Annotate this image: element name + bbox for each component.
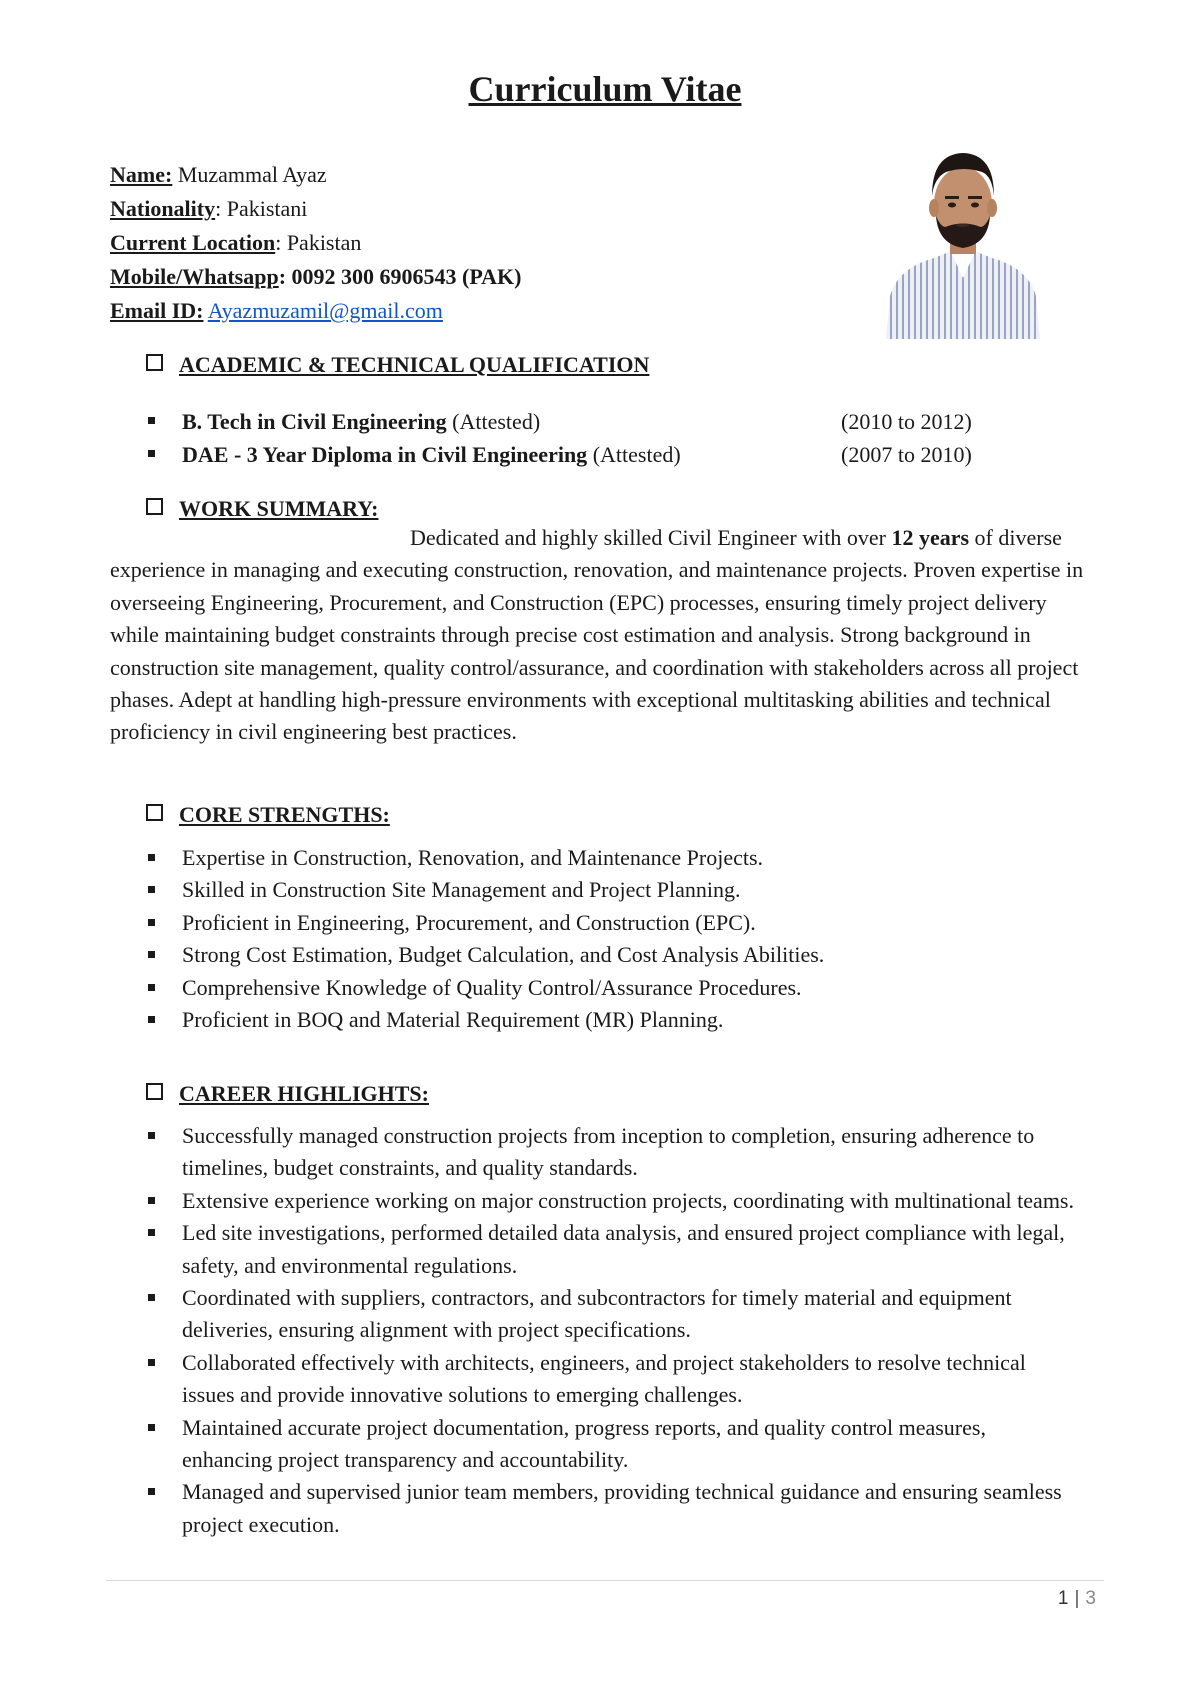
list-item <box>146 842 1086 874</box>
list-item <box>146 939 1086 971</box>
highlight-text: Coordinated with suppliers, contractors, and subcontractors for timely material and equipment deliveries, ensuring alignment with project specifications. <box>182 1285 1012 1343</box>
qualification-degree: B. Tech in Civil Engineering <box>182 409 447 434</box>
strength-text: Proficient in BOQ and Material Requirement (MR) Planning. <box>182 1007 724 1033</box>
highlight-text: Successfully managed construction projects from inception to completion, ensuring adherence to timelines, budget constraints, and quality standards. <box>182 1123 1035 1181</box>
nationality-label: Nationality <box>110 196 216 221</box>
checkbox-bullet-icon <box>146 1083 163 1100</box>
highlight-text: Led site investigations, performed detailed data analysis, and ensured project compliance with legal, safety, and environmental regulations. <box>182 1220 1065 1278</box>
total-pages: 3 <box>1085 1588 1096 1609</box>
mobile-row <box>110 260 522 294</box>
square-bullet-icon <box>148 1197 155 1204</box>
list-item <box>146 1217 1076 1282</box>
list-item <box>146 907 1086 939</box>
profile-photo-image <box>884 146 1042 339</box>
checkbox-bullet-icon <box>146 354 163 371</box>
personal-info <box>110 158 522 328</box>
square-bullet-icon <box>148 951 155 958</box>
square-bullet-icon <box>148 1359 155 1366</box>
strength-text: Expertise in Construction, Renovation, and Maintenance Projects. <box>182 845 764 870</box>
qualification-list <box>146 405 1086 471</box>
core-strengths-heading-text: CORE STRENGTHS: <box>179 802 390 827</box>
page-number <box>1058 1588 1096 1610</box>
email-label: Email ID: <box>110 298 204 323</box>
square-bullet-icon <box>148 1488 155 1495</box>
square-bullet-icon <box>148 450 155 457</box>
location-row <box>110 226 522 260</box>
list-item <box>146 1347 1076 1412</box>
square-bullet-icon <box>148 984 155 991</box>
career-highlights-heading <box>146 1081 429 1107</box>
qualification-years: (2010 to 2012) <box>841 409 972 434</box>
highlight-text: Extensive experience working on major construction projects, coordinating with multinational teams. <box>182 1187 1074 1213</box>
list-item <box>146 972 1086 1004</box>
list-item <box>146 874 1086 906</box>
qualification-note: (Attested) <box>446 409 541 434</box>
core-strengths-list <box>146 842 1086 1036</box>
list-item <box>146 1412 1076 1477</box>
career-highlights-heading-text: CAREER HIGHLIGHTS: <box>179 1081 429 1106</box>
checkbox-bullet-icon <box>146 498 163 515</box>
profile-photo <box>884 146 1042 339</box>
summary-text-rest: of diverse experience in managing and executing construction, renovation, and maintenance projects. Proven expertise in overseeing Engineering, Procurement, and Construction (EPC) processes, ensuring timely project delivery while maintaining budget constraints through precise cost estimation and analysis. Strong background in construction site management, quality control/assurance, and coordination with stakeholders across all project phases. Adept at handling high-pressure environments with exceptional multitasking abilities and technical proficiency in civil engineering best practices. <box>110 525 1084 745</box>
qualification-item <box>146 438 1086 471</box>
list-item <box>146 1282 1076 1347</box>
document-title: Curriculum Vitae <box>468 69 742 109</box>
work-summary-heading-text: WORK SUMMARY: <box>179 496 379 521</box>
square-bullet-icon <box>148 854 155 861</box>
qualification-note: (Attested) <box>587 442 681 467</box>
square-bullet-icon <box>148 1132 155 1139</box>
highlight-text: Maintained accurate project documentation, progress reports, and quality control measures, enhancing project transparency and accountability. <box>182 1414 986 1473</box>
location-value: : Pakistan <box>275 230 362 255</box>
list-item <box>146 1004 1086 1036</box>
current-page: 1 <box>1057 1588 1069 1609</box>
core-strengths-heading <box>146 802 390 828</box>
strength-text: Skilled in Construction Site Management and Project Planning. <box>182 877 741 903</box>
mobile-label: Mobile/Whatsapp <box>110 264 279 289</box>
summary-years: 12 years <box>891 525 970 550</box>
mobile-value: : 0092 300 6906543 (PAK) <box>278 264 522 289</box>
qualification-years: (2007 to 2010) <box>841 442 972 467</box>
qualification-heading-text: ACADEMIC & TECHNICAL QUALIFICATION <box>179 352 650 377</box>
square-bullet-icon <box>148 919 155 926</box>
name-row <box>110 158 522 192</box>
name-label: Name: <box>110 162 173 187</box>
career-highlights-list <box>146 1120 1076 1541</box>
qualification-item <box>146 405 1086 438</box>
square-bullet-icon <box>148 417 155 424</box>
square-bullet-icon <box>148 1424 155 1431</box>
email-row <box>110 294 522 328</box>
name-value: Muzammal Ayaz <box>172 162 327 187</box>
strength-text: Comprehensive Knowledge of Quality Control/Assurance Procedures. <box>182 974 802 1000</box>
location-label: Current Location <box>110 230 276 255</box>
highlight-text: Collaborated effectively with architects, engineers, and project stakeholders to resolve technical issues and provide innovative solutions to emerging challenges. <box>182 1349 1026 1408</box>
footer-divider <box>106 1580 1104 1581</box>
summary-text-start: Dedicated and highly skilled Civil Engineer with over <box>410 525 892 550</box>
square-bullet-icon <box>148 886 155 893</box>
list-item <box>146 1185 1076 1217</box>
work-summary-heading <box>146 496 378 522</box>
square-bullet-icon <box>148 1229 155 1236</box>
qualification-degree: DAE - 3 Year Diploma in Civil Engineering <box>182 442 588 467</box>
page-separator: | <box>1074 1588 1080 1609</box>
qualification-heading <box>146 352 649 378</box>
list-item <box>146 1120 1076 1185</box>
work-summary-paragraph <box>110 522 1100 749</box>
checkbox-bullet-icon <box>146 804 163 821</box>
square-bullet-icon <box>148 1016 155 1023</box>
highlight-text: Managed and supervised junior team members, providing technical guidance and ensuring seamless project execution. <box>182 1479 1062 1537</box>
list-item <box>146 1476 1076 1541</box>
email-link[interactable]: Ayazmuzamil@gmail.com <box>207 298 443 323</box>
nationality-row <box>110 192 522 226</box>
nationality-value: : Pakistani <box>215 196 308 221</box>
strength-text: Proficient in Engineering, Procurement, and Construction (EPC). <box>182 909 756 935</box>
strength-text: Strong Cost Estimation, Budget Calculation, and Cost Analysis Abilities. <box>182 942 825 968</box>
square-bullet-icon <box>148 1294 155 1301</box>
